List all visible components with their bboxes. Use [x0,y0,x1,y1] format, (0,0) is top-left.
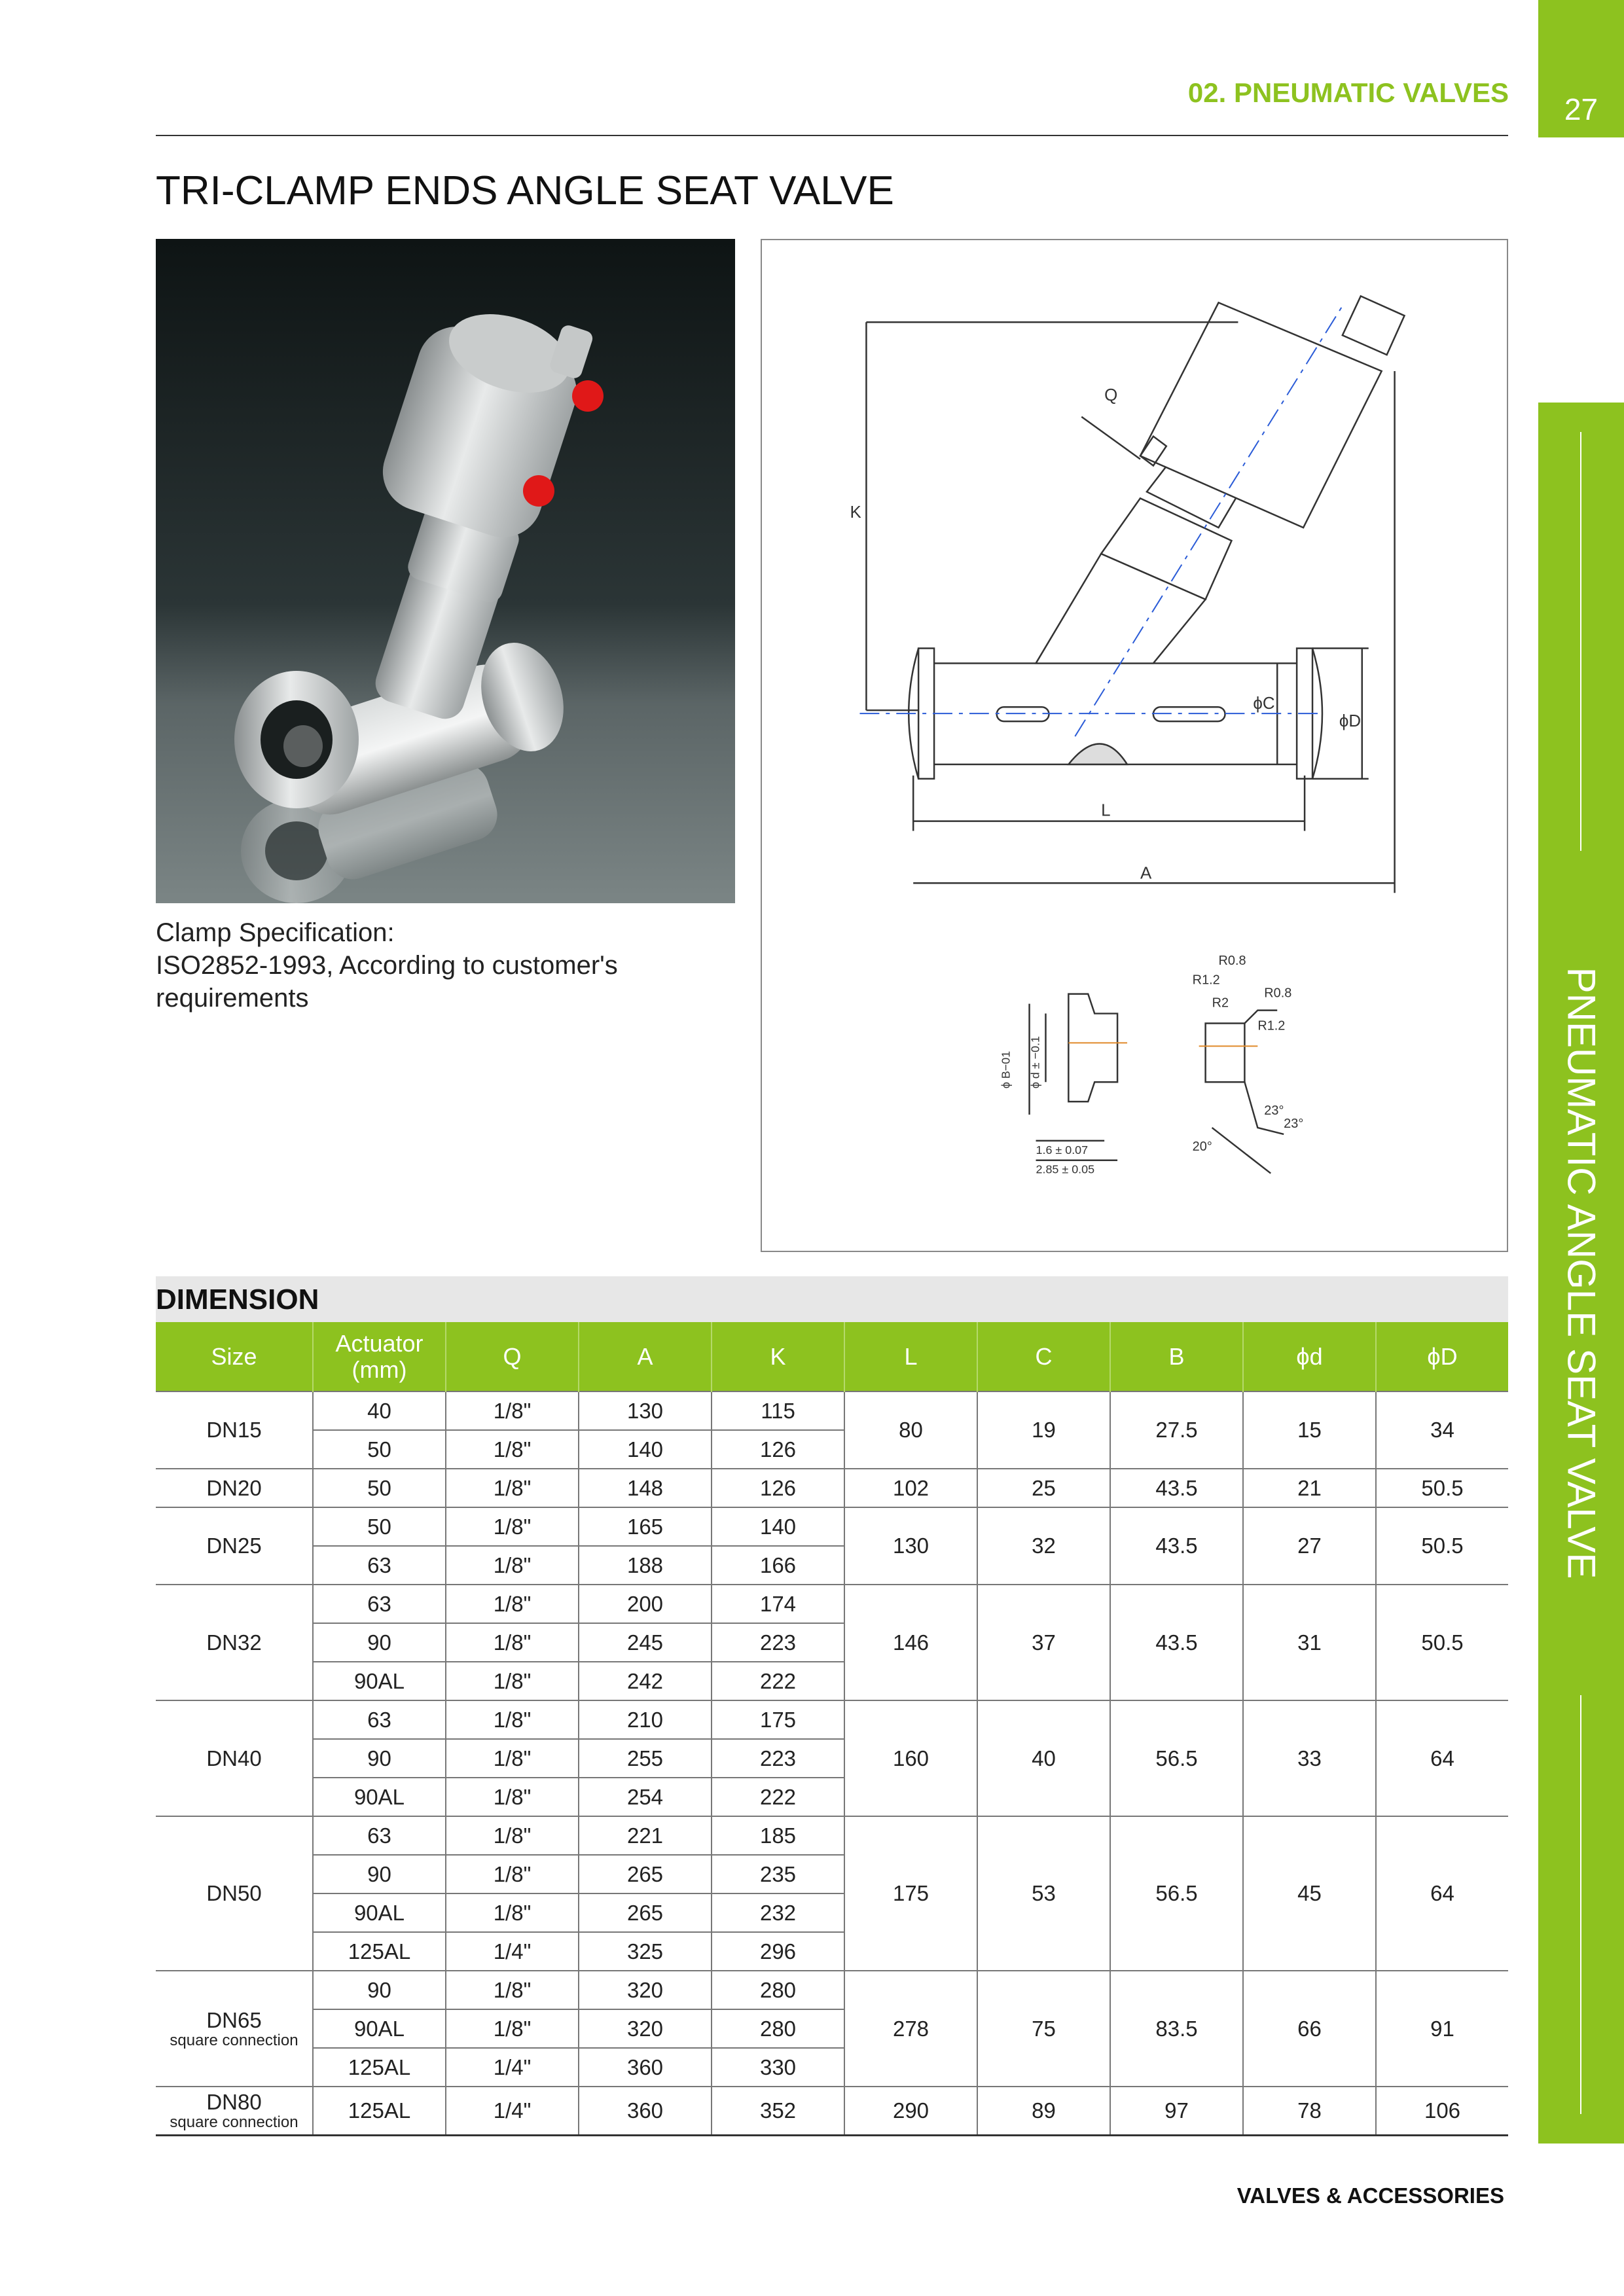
phi-d-small-cell: 33 [1243,1700,1376,1816]
phi-d-small-cell: 78 [1243,2087,1376,2136]
k-cell: 280 [712,1971,844,2009]
q-cell: 1/8" [446,1971,579,2009]
table-row [156,1507,1508,1546]
l-cell: 175 [844,1816,977,1971]
size-cell: DN50 [156,1816,313,1971]
svg-text:R1.2: R1.2 [1192,973,1220,988]
phi-d-small-cell: 27 [1243,1507,1376,1585]
k-cell: 175 [712,1700,844,1739]
c-cell: 75 [977,1971,1110,2087]
k-cell: 280 [712,2009,844,2048]
a-cell: 320 [579,1971,712,2009]
table-row [156,1816,1508,1855]
actuator-cell: 50 [313,1507,446,1546]
q-cell: 1/8" [446,1662,579,1700]
actuator-cell: 50 [313,1430,446,1469]
svg-text:R1.2: R1.2 [1257,1018,1286,1033]
b-cell: 43.5 [1110,1585,1243,1700]
l-cell: 80 [844,1391,977,1469]
col-l: L [844,1322,977,1391]
phi-d-small-cell: 21 [1243,1469,1376,1507]
a-cell: 245 [579,1623,712,1662]
col-b: B [1110,1322,1243,1391]
col-q: Q [446,1322,579,1391]
c-cell: 89 [977,2087,1110,2136]
phi-d-small-cell: 45 [1243,1816,1376,1971]
size-cell: DN65 square connection [156,1971,313,2087]
product-photo [156,239,735,903]
svg-text:ϕD: ϕD [1339,712,1362,731]
size-cell: DN40 [156,1700,313,1816]
k-cell: 126 [712,1469,844,1507]
c-cell: 40 [977,1700,1110,1816]
k-cell: 223 [712,1623,844,1662]
b-cell: 56.5 [1110,1700,1243,1816]
table-row [156,2087,1508,2136]
footer-label: VALVES & ACCESSORIES [1236,2183,1504,2208]
k-cell: 223 [712,1739,844,1778]
k-cell: 330 [712,2048,844,2087]
q-cell: 1/8" [446,1507,579,1546]
actuator-cell: 50 [313,1469,446,1507]
actuator-cell: 90 [313,1623,446,1662]
svg-text:23°: 23° [1264,1103,1284,1119]
k-cell: 174 [712,1585,844,1623]
a-cell: 200 [579,1585,712,1623]
phi-d-large-cell: 64 [1376,1816,1508,1971]
q-cell: 1/8" [446,1816,579,1855]
c-cell: 32 [977,1507,1110,1585]
a-cell: 265 [579,1893,712,1932]
table-row [156,1585,1508,1623]
col-phi-d-large: ϕD [1376,1322,1508,1391]
actuator-cell: 90 [313,1855,446,1893]
side-title: PNEUMATIC ANGLE SEAT VALVE [1559,967,1603,1579]
phi-d-large-cell: 64 [1376,1700,1508,1816]
svg-text:R2: R2 [1212,996,1229,1011]
table-row [156,1971,1508,2009]
actuator-cell: 90AL [313,1893,446,1932]
a-cell: 360 [579,2048,712,2087]
k-cell: 235 [712,1855,844,1893]
size-cell: DN20 [156,1469,313,1507]
col-actuator: Actuator (mm) [313,1322,446,1391]
a-cell: 320 [579,2009,712,2048]
dimension-title: DIMENSION [156,1283,319,1316]
a-cell: 221 [579,1816,712,1855]
q-cell: 1/4" [446,2048,579,2087]
size-cell: DN32 [156,1585,313,1700]
k-cell: 232 [712,1893,844,1932]
a-cell: 165 [579,1507,712,1546]
table-row [156,1391,1508,1430]
a-cell: 130 [579,1391,712,1430]
phi-d-small-cell: 66 [1243,1971,1376,2087]
a-cell: 148 [579,1469,712,1507]
actuator-cell: 63 [313,1585,446,1623]
a-cell: 188 [579,1546,712,1585]
phi-d-large-cell: 50.5 [1376,1585,1508,1700]
technical-drawing [761,239,1508,1252]
q-cell: 1/8" [446,1430,579,1469]
phi-d-large-cell: 50.5 [1376,1507,1508,1585]
q-cell: 1/8" [446,1855,579,1893]
table-row [156,1469,1508,1507]
clamp-spec-line-1: Clamp Specification: [156,918,395,947]
col-c: C [977,1322,1110,1391]
a-cell: 325 [579,1932,712,1971]
section-label: 02. PNEUMATIC VALVES [1187,77,1509,108]
k-cell: 185 [712,1816,844,1855]
svg-text:20°: 20° [1192,1139,1212,1154]
k-cell: 166 [712,1546,844,1585]
q-cell: 1/4" [446,1932,579,1971]
actuator-cell: 63 [313,1816,446,1855]
actuator-cell: 125AL [313,1932,446,1971]
actuator-cell: 90 [313,1739,446,1778]
b-cell: 97 [1110,2087,1243,2136]
size-cell: DN80 square connection [156,2087,313,2136]
q-cell: 1/8" [446,1469,579,1507]
actuator-cell: 125AL [313,2048,446,2087]
page-number: 27 [1564,92,1598,126]
table-row [156,1700,1508,1739]
phi-d-large-cell: 106 [1376,2087,1508,2136]
svg-text:Q: Q [1104,386,1118,404]
k-cell: 222 [712,1778,844,1816]
svg-text:R0.8: R0.8 [1264,986,1292,1001]
svg-text:2.85 ± 0.05: 2.85 ± 0.05 [1036,1162,1095,1176]
q-cell: 1/4" [446,2087,579,2136]
q-cell: 1/8" [446,1778,579,1816]
actuator-cell: 90AL [313,1778,446,1816]
a-cell: 140 [579,1430,712,1469]
b-cell: 56.5 [1110,1816,1243,1971]
svg-text:K: K [850,503,861,522]
actuator-cell: 90 [313,1971,446,2009]
a-cell: 242 [579,1662,712,1700]
k-cell: 140 [712,1507,844,1546]
svg-text:23°: 23° [1284,1116,1304,1131]
size-cell: DN15 [156,1391,313,1469]
col-size: Size [156,1322,313,1391]
phi-d-small-cell: 31 [1243,1585,1376,1700]
phi-d-small-cell: 15 [1243,1391,1376,1469]
q-cell: 1/8" [446,2009,579,2048]
col-a: A [579,1322,712,1391]
svg-text:R0.8: R0.8 [1218,953,1246,968]
k-cell: 296 [712,1932,844,1971]
phi-d-large-cell: 91 [1376,1971,1508,2087]
b-cell: 43.5 [1110,1507,1243,1585]
l-cell: 290 [844,2087,977,2136]
size-note: square connection [170,2031,298,2049]
b-cell: 83.5 [1110,1971,1243,2087]
header-divider [156,135,1508,136]
dimension-heading-bar [156,1276,1508,1322]
col-phi-d-small: ϕd [1243,1322,1376,1391]
size-note: square connection [170,2113,298,2131]
b-cell: 43.5 [1110,1469,1243,1507]
svg-text:1.6 ± 0.07: 1.6 ± 0.07 [1036,1143,1089,1157]
actuator-cell: 90AL [313,1662,446,1700]
table-header-row [156,1322,1508,1391]
clamp-spec-line-3: requirements [156,984,309,1013]
k-cell: 115 [712,1391,844,1430]
a-cell: 255 [579,1739,712,1778]
c-cell: 25 [977,1469,1110,1507]
phi-d-large-cell: 34 [1376,1391,1508,1469]
dimension-table [156,1322,1508,2136]
phi-d-large-cell: 50.5 [1376,1469,1508,1507]
side-tab [1538,403,1624,2144]
clamp-spec-line-2: ISO2852-1993, According to customer's [156,951,618,980]
size-cell: DN25 [156,1507,313,1585]
actuator-cell: 63 [313,1700,446,1739]
l-cell: 278 [844,1971,977,2087]
svg-text:A: A [1140,864,1152,883]
c-cell: 53 [977,1816,1110,1971]
svg-text:ϕ B−01: ϕ B−01 [999,1050,1013,1089]
a-cell: 210 [579,1700,712,1739]
q-cell: 1/8" [446,1739,579,1778]
b-cell: 27.5 [1110,1391,1243,1469]
page-title: TRI-CLAMP ENDS ANGLE SEAT VALVE [156,168,894,213]
l-cell: 102 [844,1469,977,1507]
k-cell: 352 [712,2087,844,2136]
q-cell: 1/8" [446,1700,579,1739]
c-cell: 37 [977,1585,1110,1700]
l-cell: 130 [844,1507,977,1585]
c-cell: 19 [977,1391,1110,1469]
svg-text:ϕC: ϕC [1253,694,1275,713]
q-cell: 1/8" [446,1546,579,1585]
a-cell: 360 [579,2087,712,2136]
k-cell: 222 [712,1662,844,1700]
l-cell: 146 [844,1585,977,1700]
actuator-cell: 40 [313,1391,446,1430]
q-cell: 1/8" [446,1585,579,1623]
col-k: K [712,1322,844,1391]
actuator-cell: 63 [313,1546,446,1585]
q-cell: 1/8" [446,1623,579,1662]
l-cell: 160 [844,1700,977,1816]
svg-text:L: L [1101,801,1111,820]
k-cell: 126 [712,1430,844,1469]
q-cell: 1/8" [446,1391,579,1430]
q-cell: 1/8" [446,1893,579,1932]
svg-text:ϕ d ± −0.1: ϕ d ± −0.1 [1028,1035,1042,1089]
actuator-cell: 90AL [313,2009,446,2048]
a-cell: 254 [579,1778,712,1816]
clamp-specification [156,916,745,1014]
a-cell: 265 [579,1855,712,1893]
actuator-cell: 125AL [313,2087,446,2136]
